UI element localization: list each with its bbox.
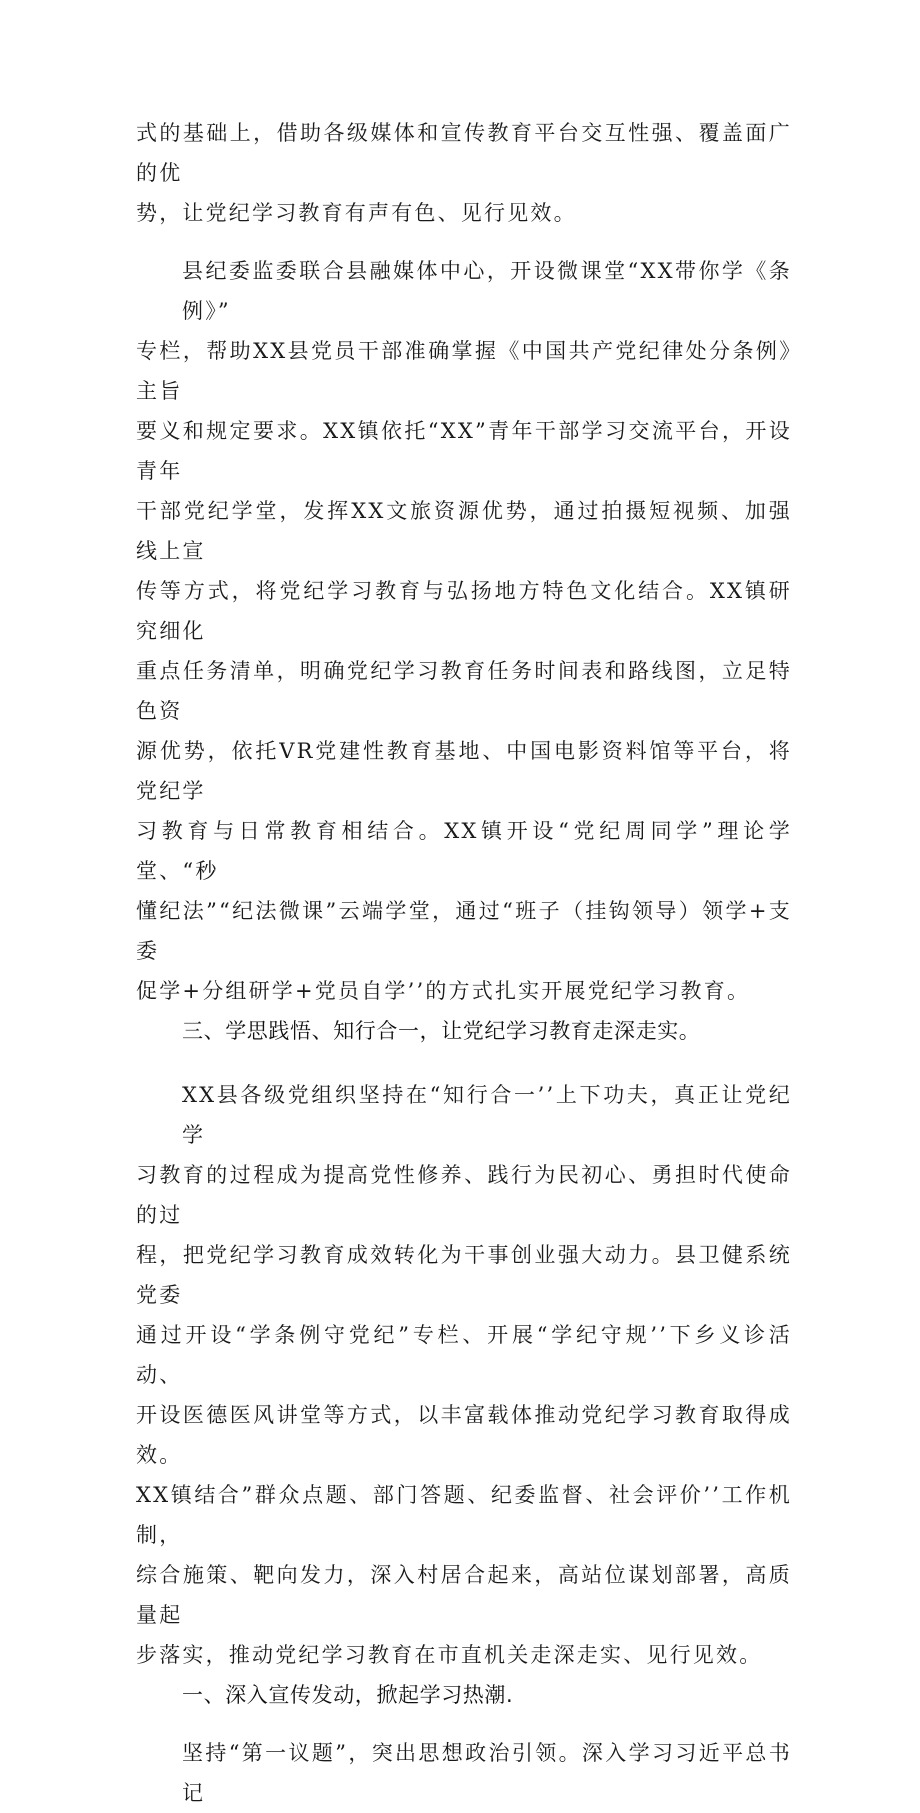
text-line: 开设医德医风讲堂等方式，以丰富载体推动党纪学习教育取得成效。 xyxy=(136,1403,792,1467)
paragraph-practice xyxy=(136,1075,792,1675)
paragraph-continuation xyxy=(136,113,792,233)
text-line: 综合施策、靶向发力，深入村居合起来，高站位谋划部署，高质量起 xyxy=(136,1563,792,1627)
text-line: 重点任务清单，明确党纪学习教育任务时间表和路线图，立足特色资 xyxy=(136,659,792,723)
text-line: 习教育与日常教育相结合。XX镇开设“党纪周同学”理论学堂、“秒 xyxy=(136,819,792,883)
text-line: 程，把党纪学习教育成效转化为干事创业强大动力。县卫健系统党委 xyxy=(136,1243,792,1307)
section-heading-one: 一、深入宣传发动，掀起学习热潮. xyxy=(182,1683,514,1707)
text-line: 源优势，依托VR党建性教育基地、中国电影资料馆等平台，将党纪学 xyxy=(136,739,792,803)
text-line: 式的基础上，借助各级媒体和宣传教育平台交互性强、覆盖面广的优 xyxy=(136,121,792,185)
paragraph-media-platform xyxy=(136,251,792,1011)
text-line: 习教育的过程成为提高党性修养、践行为民初心、勇担时代使命的过 xyxy=(136,1163,792,1227)
text-line: XX县各级党组织坚持在“知行合一’’上下功夫，真正让党纪学 xyxy=(182,1083,792,1147)
text-line: 通过开设“学条例守党纪”专栏、开展“学纪守规’’下乡义诊活动、 xyxy=(136,1323,792,1387)
text-line: 坚持“第一议题”，突出思想政治引领。深入学习习近平总书记 xyxy=(182,1741,792,1805)
text-line: 传等方式，将党纪学习教育与弘扬地方特色文化结合。XX镇研究细化 xyxy=(136,579,792,643)
text-line: 专栏，帮助XX县党员干部准确掌握《中国共产党纪律处分条例》主旨 xyxy=(136,339,792,403)
text-line: 干部党纪学堂，发挥XX文旅资源优势，通过拍摄短视频、加强线上宣 xyxy=(136,499,792,563)
text-line: 势，让党纪学习教育有声有色、见行见效。 xyxy=(136,201,577,225)
text-line: 促学+分组研学+党员自学’’的方式扎实开展党纪学习教育。 xyxy=(136,979,751,1003)
text-line: 县纪委监委联合县融媒体中心，开设微课堂“XX带你学《条例》” xyxy=(182,259,792,323)
text-line: 步落实，推动党纪学习教育在市直机关走深走实、见行见效。 xyxy=(136,1643,763,1667)
section-heading-three: 三、学思践悟、知行合一，让党纪学习教育走深走实。 xyxy=(182,1019,701,1043)
text-line: XX镇结合”群众点题、部门答题、纪委监督、社会评价’’工作机制， xyxy=(136,1483,792,1547)
text-line: 要义和规定要求。XX镇依托“XX”青年干部学习交流平台，开设青年 xyxy=(136,419,792,483)
text-line: 懂纪法”“纪法微课”云端学堂，通过“班子（挂钩领导）领学+支委 xyxy=(136,899,792,963)
paragraph-first-topic xyxy=(136,1733,792,1813)
